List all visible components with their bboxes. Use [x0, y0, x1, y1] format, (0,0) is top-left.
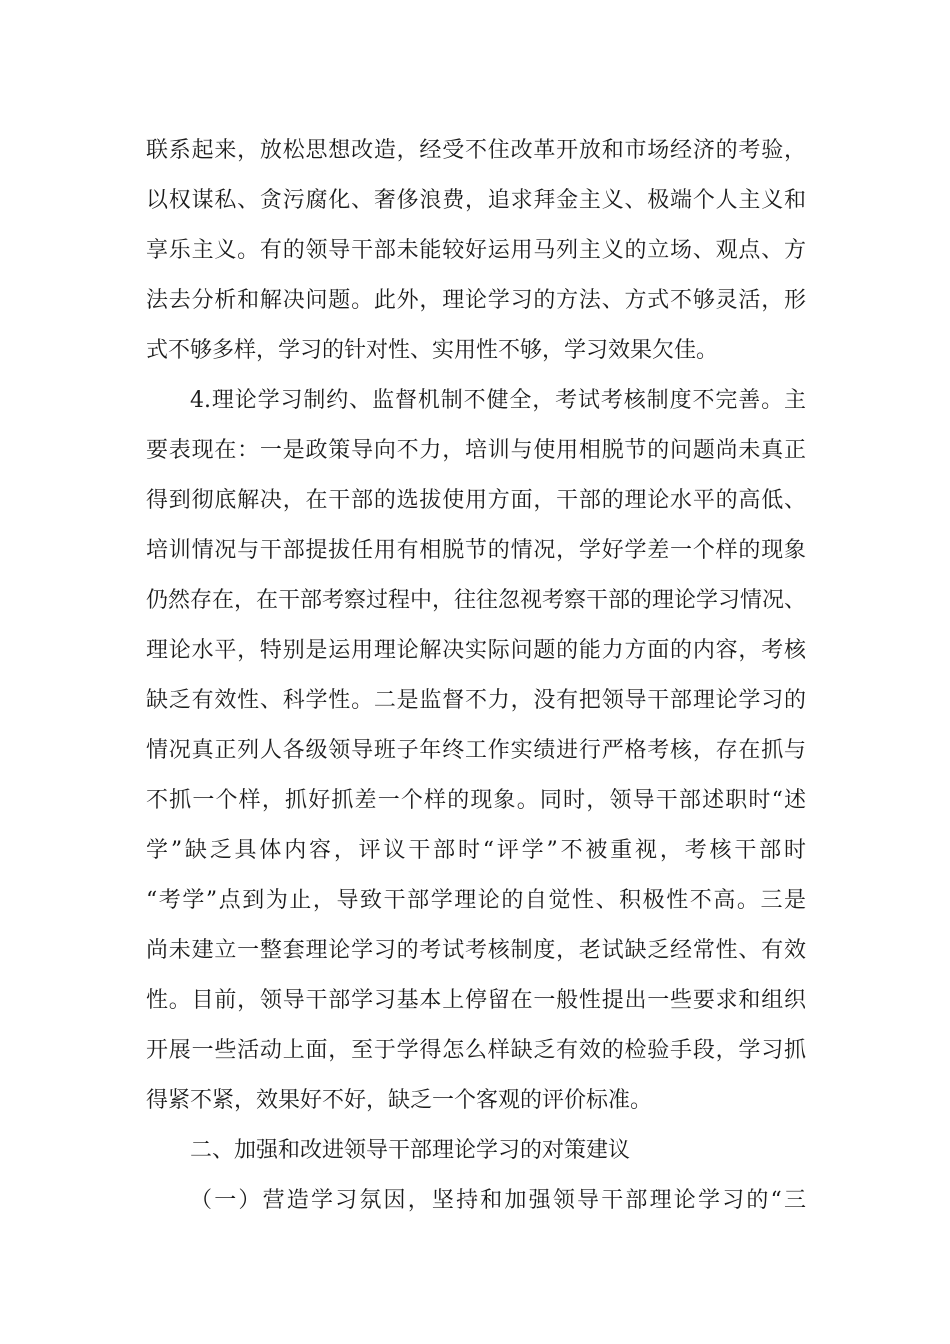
body-line: 性。目前，领导干部学习基本上停留在一般性提出一些要求和组织 [146, 988, 806, 1013]
body-line: 理论水平，特别是运用理论解决实际问题的能力方面的内容，考核 [146, 638, 806, 663]
section-heading: 二、加强和改进领导干部理论学习的对策建议 [190, 1138, 631, 1163]
body-line: 不抓一个样，抓好抓差一个样的现象。同时，领导干部述职时“述 [146, 788, 806, 813]
body-line: 法去分析和解决问题。此外，理论学习的方法、方式不够灵活，形 [146, 288, 806, 313]
body-line: 式不够多样，学习的针对性、实用性不够，学习效果欠佳。 [146, 338, 719, 363]
body-line: 以权谋私、贪污腐化、奢侈浪费，追求拜金主义、极端个人主义和 [146, 188, 806, 213]
subsection-heading: （一）营造学习氛因，坚持和加强领导干部理论学习的“三 [190, 1188, 806, 1213]
body-line: 要表现在：一是政策导向不力，培训与使用相脱节的问题尚未真正 [146, 438, 806, 463]
body-line: 学”缺乏具体内容，评议干部时“评学”不被重视，考核干部时 [146, 838, 806, 863]
body-line: 情况真正列人各级领导班子年终工作实绩进行严格考核，存在抓与 [146, 738, 806, 763]
numbered-paragraph-start: 4.理论学习制约、监督机制不健全，考试考核制度不完善。主 [190, 388, 806, 413]
body-line: 开展一些活动上面，至于学得怎么样缺乏有效的检验手段，学习抓 [146, 1038, 806, 1063]
body-line: 享乐主义。有的领导干部未能较好运用马列主义的立场、观点、方 [146, 238, 806, 263]
body-line: 培训情况与干部提拔任用有相脱节的情况，学好学差一个样的现象 [146, 538, 806, 563]
body-line: 得到彻底解决，在干部的选拔使用方面，干部的理论水平的高低、 [146, 488, 806, 513]
body-line: 仍然存在，在干部考察过程中，往往忽视考察干部的理论学习情况、 [146, 588, 807, 613]
body-line: 尚未建立一整套理论学习的考试考核制度，老试缺乏经常性、有效 [146, 938, 806, 963]
body-line: 缺乏有效性、科学性。二是监督不力，没有把领导干部理论学习的 [146, 688, 806, 713]
body-line: “考学”点到为止，导致干部学理论的自觉性、积极性不高。三是 [146, 888, 806, 913]
body-line: 得紧不紧，效果好不好，缺乏一个客观的评价标准。 [146, 1088, 653, 1113]
body-line: 联系起来，放松思想改造，经受不住改革开放和市场经济的考验， [146, 138, 806, 163]
